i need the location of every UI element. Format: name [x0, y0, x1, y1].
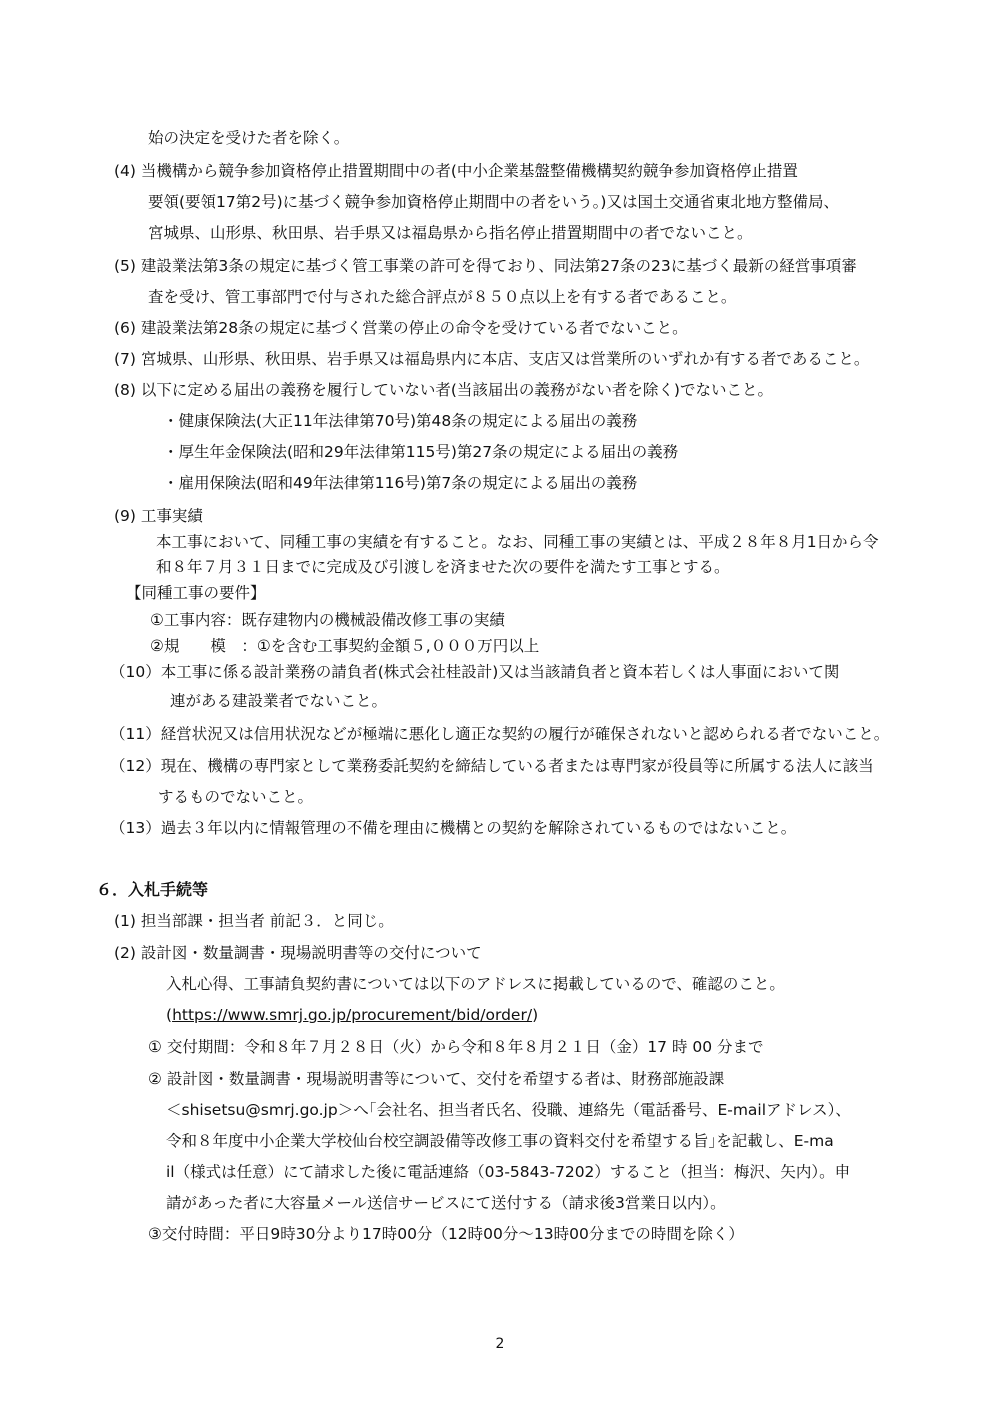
qual-item-9-line-1: 本工事において、同種工事の実績を有すること。なお、同種工事の実績とは、平成２８年８月1日から令 [156, 533, 879, 551]
qual-item-9-requirement-1: ①工事内容：既存建物内の機械設備改修工事の実績 [150, 611, 505, 629]
qual-item-13: （13）過去３年以内に情報管理の不備を理由に機構との契約を解除されているものではないこと。 [110, 819, 797, 837]
qual-item-12-line-1: （12）現在、機構の専門家として業務委託契約を締結している者または専門家が役員等に所属する法人に該当 [110, 757, 874, 775]
url-open-paren: ( [166, 1006, 173, 1024]
qual-item-12-line-2: するものでないこと。 [158, 788, 314, 806]
page-number: 2 [495, 1336, 505, 1352]
procurement-url-link[interactable]: https://www.smrj.go.jp/procurement/bid/order/ [172, 1006, 533, 1024]
bidding-item-1: (1) 担当部課・担当者 前記３．と同じ。 [114, 912, 394, 930]
qual-item-9-requirements-heading: 【同種工事の要件】 [126, 584, 266, 602]
bidding-circle-3: ③交付時間：平日9時30分より17時00分（12時00分～13時00分までの時間を除く） [148, 1225, 744, 1243]
qual-item-8-bullet-2: ・厚生年金保険法(昭和29年法律第115号)第27条の規定による届出の義務 [163, 443, 679, 461]
qual-item-8-bullet-3: ・雇用保険法(昭和49年法律第116号)第7条の規定による届出の義務 [163, 474, 638, 492]
section-heading-bidding: ６．入札手続等 [96, 880, 209, 899]
qual-item-5-line-1: (5) 建設業法第3条の規定に基づく管工事業の許可を得ており、同法第27条の23に基づく最新の経営事項審 [114, 257, 857, 275]
bidding-item-2: (2) 設計図・数量調書・現場説明書等の交付について [114, 944, 482, 962]
bidding-circle-2-line-2: ＜shisetsu@smrj.go.jp＞へ｢会社名、担当者氏名、役職、連絡先（電話番号、E-mailアドレス）、 [166, 1101, 851, 1119]
qual-item-5-line-2: 査を受け、管工事部門で付与された総合評点が８５０点以上を有する者であること。 [148, 288, 737, 306]
qual-item-9-requirement-2: ②規 模 ：①を含む工事契約金額５,０００万円以上 [150, 637, 540, 655]
qual-item-8-bullet-1: ・健康保険法(大正11年法律第70号)第48条の規定による届出の義務 [163, 412, 638, 430]
qual-item-4-line-1: (4) 当機構から競争参加資格停止措置期間中の者(中小企業基盤整備機構契約競争参加資格停止措置 [114, 162, 798, 180]
bidding-circle-2-line-5: 請があった者に大容量メール送信サービスにて送付する（請求後3営業日以内）。 [166, 1194, 726, 1212]
qual-item-9-line-2: 和８年７月３１日までに完成及び引渡しを済ませた次の要件を満たす工事とする。 [156, 558, 730, 576]
qual-item-9: (9) 工事実績 [114, 507, 203, 525]
qual-item-11: （11）経営状況又は信用状況などが極端に悪化し適正な契約の履行が確保されないと認められる者でないこと。 [110, 725, 890, 743]
qual-item-8: (8) 以下に定める届出の義務を履行していない者(当該届出の義務がない者を除く)でないこと。 [114, 381, 773, 399]
bidding-circle-1: ① 交付期間：令和８年７月２８日（火）から令和８年８月２１日（金）17 時 00 分まで [148, 1038, 764, 1056]
qual-item-6: (6) 建設業法第28条の規定に基づく営業の停止の命令を受けている者でないこと。 [114, 319, 688, 337]
qual-item-4-line-2: 要領(要領17第2号)に基づく競争参加資格停止期間中の者をいう。)又は国土交通省東北地方整備局、 [148, 193, 839, 211]
bidding-item-2-line-1: 入札心得、工事請負契約書については以下のアドレスに掲載しているので、確認のこと。 [166, 975, 785, 993]
qual-continuation: 始の決定を受けた者を除く。 [148, 129, 350, 147]
bidding-circle-2-line-4: il（様式は任意）にて請求した後に電話連絡（03-5843-7202）すること（担当：梅沢、矢内）。申 [166, 1163, 851, 1181]
qual-item-10-line-2: 連がある建設業者でないこと。 [170, 692, 388, 710]
bidding-circle-2-line-3: 令和８年度中小企業大学校仙台校空調設備等改修工事の資料交付を希望する旨｣を記載し、E-ma [166, 1132, 834, 1150]
qual-item-7: (7) 宮城県、山形県、秋田県、岩手県又は福島県内に本店、支店又は営業所のいずれか有する者であること。 [114, 350, 870, 368]
url-close-paren: ) [532, 1006, 539, 1024]
bidding-circle-2-line-1: ② 設計図・数量調書・現場説明書等について、交付を希望する者は、財務部施設課 [148, 1070, 725, 1088]
qual-item-4-line-3: 宮城県、山形県、秋田県、岩手県又は福島県から指名停止措置期間中の者でないこと。 [148, 224, 753, 242]
qual-item-10-line-1: （10）本工事に係る設計業務の請負者(株式会社桂設計)又は当該請負者と資本若しくは人事面において関 [110, 663, 840, 681]
bidding-url-line [166, 1005, 538, 1025]
